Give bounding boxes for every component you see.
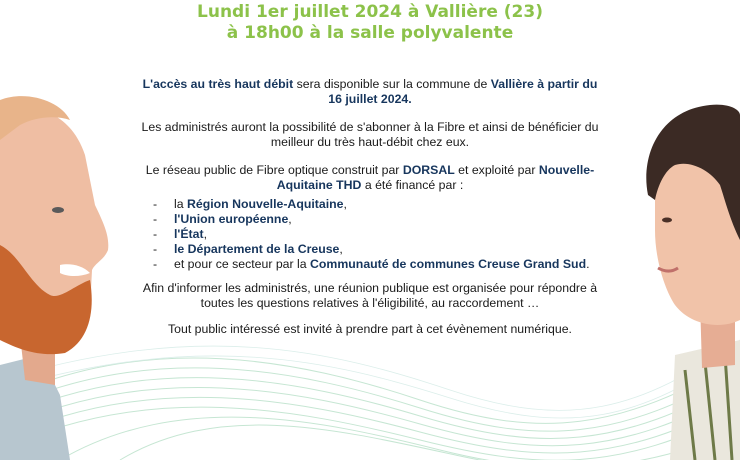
funder-name: Région Nouvelle-Aquitaine	[187, 197, 344, 211]
funder-suffix: ,	[203, 227, 207, 241]
funder-name: Communauté de communes Creuse Grand Sud	[310, 257, 587, 271]
man-portrait	[0, 95, 115, 460]
event-time-location-heading: à 18h00 à la salle polyvalente	[226, 23, 514, 43]
list-dash: -	[153, 197, 158, 211]
paragraph-meeting: Afin d'informer les administrés, une réunion publique est organisée pour répondre à toutes les questions relatives à l'éligibilité, au raccordement …	[142, 281, 598, 310]
funder-name: le Département de la Creuse	[174, 242, 340, 256]
list-dash: -	[153, 257, 158, 271]
funder-name: l'État	[174, 227, 204, 241]
highlight-access: L'accès au très haut débit	[142, 77, 294, 91]
funder-suffix: .	[586, 257, 590, 271]
paragraph-network	[140, 163, 600, 193]
paragraph-invitation: Tout public intéressé est invité à prendre part à cet évènement numérique.	[168, 322, 572, 336]
event-date-heading: Lundi 1er juillet 2024 à Vallière (23)	[197, 2, 543, 22]
funder-suffix: ,	[343, 197, 347, 211]
text-funded-by: a été financé par :	[361, 178, 464, 192]
funder-prefix: et pour ce secteur par la	[174, 257, 311, 271]
list-item	[153, 212, 623, 227]
highlight-dorsal: DORSAL	[402, 163, 455, 177]
list-item	[153, 257, 623, 272]
list-item	[153, 197, 623, 212]
funder-suffix: ,	[288, 212, 292, 226]
text-operated-by: et exploité par	[454, 163, 539, 177]
text-availability: sera disponible sur la commune de	[293, 77, 491, 91]
list-dash: -	[153, 212, 158, 226]
funder-name: l'Union européenne	[174, 212, 289, 226]
text-network-built: Le réseau public de Fibre optique construit par	[145, 163, 403, 177]
woman-portrait	[630, 100, 740, 460]
list-dash: -	[153, 227, 158, 241]
funder-suffix: ,	[339, 242, 343, 256]
highlight-operator: Nouvelle-Aquitaine THD	[276, 163, 595, 192]
paragraph-availability	[140, 77, 600, 107]
paragraph-subscription: Les administrés auront la possibilité de s'abonner à la Fibre et ainsi de bénéficier du meilleur du très haut-débit chez eux.	[141, 120, 599, 149]
list-item	[153, 242, 623, 257]
highlight-commune-date: Vallière à partir du 16 juillet 2024.	[328, 77, 598, 106]
funders-list	[153, 197, 623, 272]
funder-prefix: la	[174, 197, 187, 211]
list-item	[153, 227, 623, 242]
list-dash: -	[153, 242, 158, 256]
